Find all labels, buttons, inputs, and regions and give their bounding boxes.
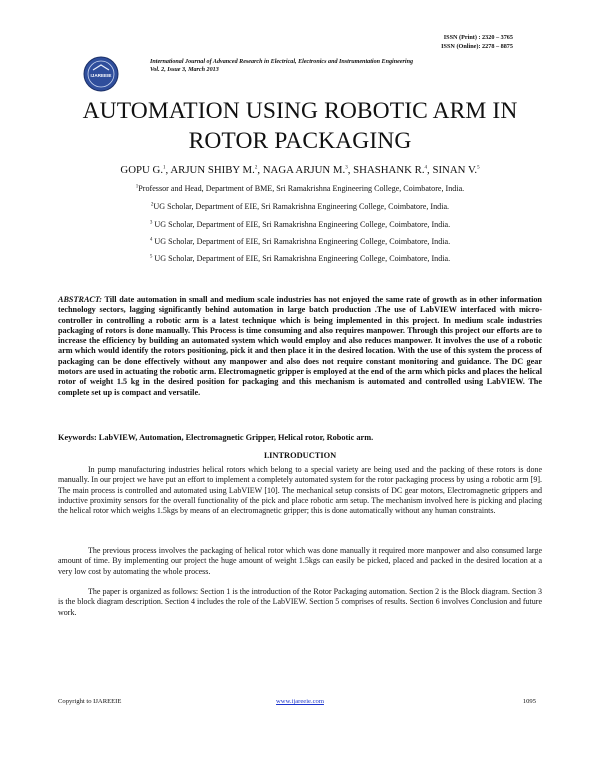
author: SHASHANK R.$^4$,	[353, 164, 433, 176]
author: ARJUN SHIBY M.$^2$,	[170, 164, 263, 176]
affiliation: $^4$ UG Scholar, Department of EIE, Sri Ramakrishna Engineering College, Coimbatore, India.	[149, 237, 451, 246]
paper-title-line-1: AUTOMATION USING ROBOTIC ARM IN	[82, 98, 518, 124]
author: NAGA ARJUN M.$^3$,	[262, 164, 351, 176]
logo-text: IJAREEIE	[90, 73, 112, 78]
affiliation: $^3$ UG Scholar, Department of EIE, Sri Ramakrishna Engineering College, Coimbatore, India.	[149, 220, 451, 229]
section-heading: I.INTRODUCTION	[263, 451, 337, 460]
paragraph: In pump manufacturing industries helical rotors which belong to a special variety are being used and the packing of these rotors is done manually. In our project we have put an effort to implement a completely automated system for the rotor packaging process by using a robotic arm [9]. The main process is controlled and automated using LabVIEW [10]. The mechanical setup consists of DC gear motors, Electromagnetic grippers and inductive proximity sensors for the overall functionality of the pick and place robotic arm setup. The mechanism involved here is picking and placing the helical rotor which weighs 1.5kgs by means of an electromagnetic gripper; this is done automatically without any human constraints.	[58, 465, 542, 516]
author-list	[0, 164, 600, 176]
footer-url-link[interactable]: www.ijareeie.com	[276, 698, 324, 705]
page-number: 1095	[522, 698, 536, 705]
abstract-label: ABSTRACT:	[58, 295, 102, 304]
paragraph: The paper is organized as follows: Section 1 is the introduction of the Rotor Packaging automation. Section 2 is the Block diagram. Section 3 is the block diagram description. Section 4 includes the role of the LabVIEW. Section 5 comprises of results. Section 6 involves Conclusion and future work.	[58, 587, 542, 617]
journal-logo	[83, 56, 119, 92]
affiliation: $^2$UG Scholar, Department of EIE, Sri Ramakrishna Engineering College, Coimbatore, India.	[150, 202, 450, 211]
author: SINAN V.$^5$	[432, 164, 480, 176]
affiliation: $^5$ UG Scholar, Department of EIE, Sri Ramakrishna Engineering College, Coimbatore, India.	[149, 254, 451, 263]
journal-header	[150, 58, 413, 75]
journal-issue: Vol. 2, Issue 3, March 2013	[150, 67, 219, 74]
paper-title-line-2: ROTOR PACKAGING	[188, 128, 412, 154]
issn-print: ISSN (Print) : 2320 – 3765	[443, 34, 513, 41]
journal-name: International Journal of Advanced Research in Electrical, Electronics and Instrumentation Engineering	[150, 59, 414, 65]
issn-online: ISSN (Online): 2278 – 8875	[441, 43, 513, 50]
abstract-text: Till date automation in small and medium scale industries has not enjoyed the same rate of growth as in other information technology sectors, lagging significantly behind automation in large batch production .The use of LabVIEW interfaced with micro-controller in controlling a robotic arm is a latest technique which is being implemented in this project. In medium scale industries packaging of rotors is done manually. This Process is time consuming and also requires manpower. Through this project our efforts are to increase the efficiency by building an automated system which would employ and also reduces manpower. It involves the use of a robotic arm which would identify the rotors positioning, pick it and then place it in the desired location. With the use of this system the process of packaging can be done effectively without any manpower and also does not require constant monitoring and guidance. The DC gear motors are used in actuating the robotic arm. Electromagnetic gripper is employed at the end of the arm which picks and places the helical rotor of weight 1.5 kg in the desired position for packaging and this mechanism is automated and controlled using LabVIEW. The complete set up is compact and versatile.	[58, 295, 542, 397]
keywords: Keywords: LabVIEW, Automation, Electromagnetic Gripper, Helical rotor, Robotic arm.	[58, 433, 374, 442]
author: GOPU G.$^1$,	[120, 164, 171, 176]
affiliation: $^1$Professor and Head, Department of BME, Sri Ramakrishna Engineering College, Coimbatore, India.	[135, 184, 465, 193]
paragraph: The previous process involves the packaging of helical rotor which was done manually it required more manpower and also consumed large amount of time. By implementing our project the huge amount of weight 1.5kgs can easily be picked, placed and packed in the desired location at a very low cost by automating the whole process.	[58, 546, 542, 576]
abstract	[58, 295, 542, 398]
footer-copyright: Copyright to IJAREEIE	[58, 698, 122, 705]
